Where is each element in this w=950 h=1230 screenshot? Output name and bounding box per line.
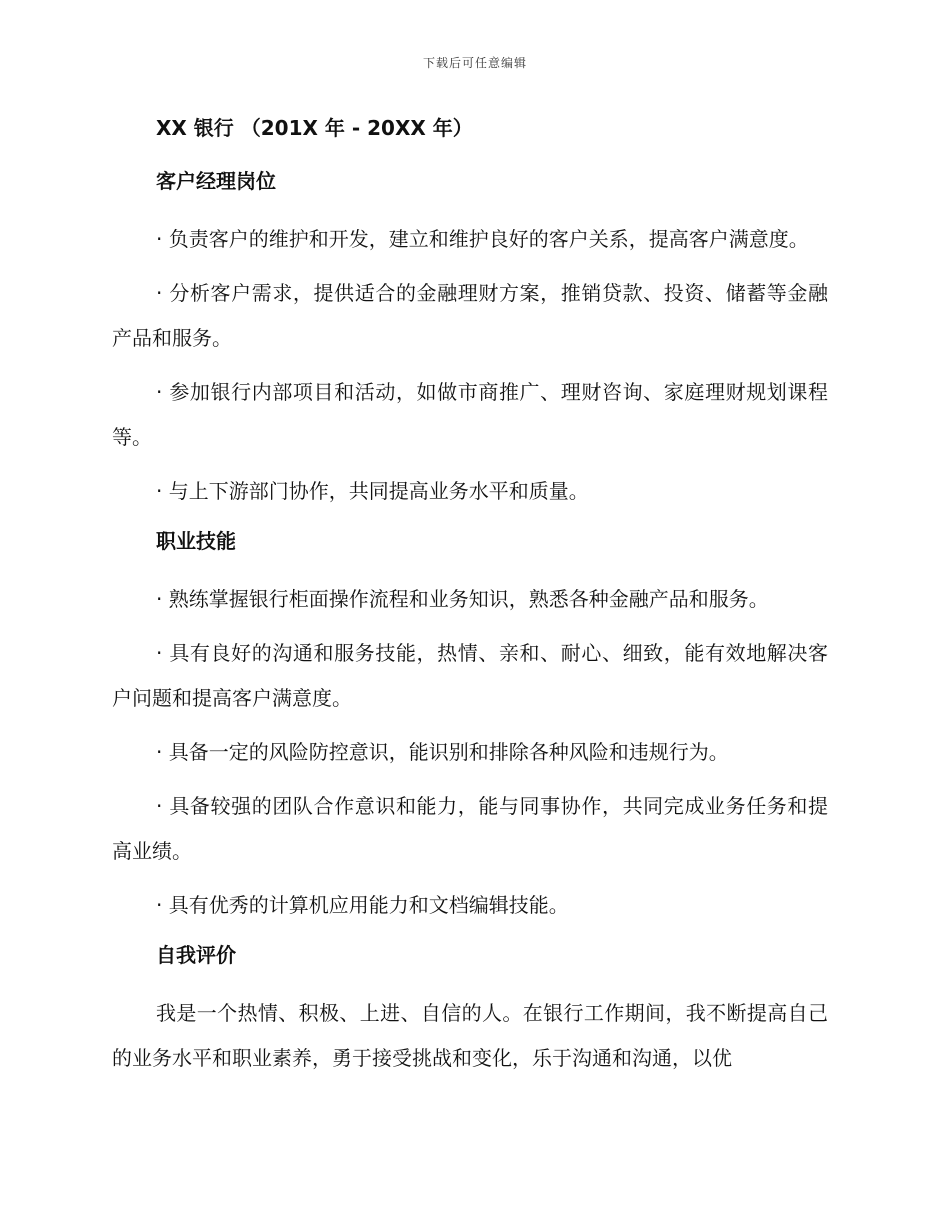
self-evaluation-text: 我是一个热情、积极、上进、自信的人。在银行工作期间，我不断提高自己的业务水平和职业素养，勇于接受挑战和变化，乐于沟通和沟通，以优 bbox=[112, 1001, 828, 1070]
position-duty-item: · 参加银行内部项目和活动，如做市商推广、理财咨询、家庭理财规划课程等。 bbox=[112, 380, 828, 449]
position-duty-item: · 与上下游部门协作，共同提高业务水平和质量。 bbox=[156, 479, 589, 503]
section-heading-skills: 职业技能 bbox=[156, 529, 236, 553]
skill-item: · 具备较强的团队合作意识和能力，能与同事协作，共同完成业务任务和提高业绩。 bbox=[112, 794, 828, 863]
header-note: 下载后可任意编辑 bbox=[422, 56, 527, 70]
position-duty-item: · 分析客户需求，提供适合的金融理财方案，推销贷款、投资、储蓄等金融产品和服务。 bbox=[112, 281, 828, 350]
position-duty-item: · 负责客户的维护和开发，建立和维护良好的客户关系，提高客户满意度。 bbox=[156, 227, 809, 251]
job-title: XX 银行 （201X 年 - 20XX 年） bbox=[156, 116, 473, 140]
skill-item: · 具有优秀的计算机应用能力和文档编辑技能。 bbox=[156, 893, 569, 917]
section-heading-self-evaluation: 自我评价 bbox=[156, 943, 236, 967]
resume-content bbox=[112, 110, 828, 1090]
skill-item: · 具有良好的沟通和服务技能，热情、亲和、耐心、细致，能有效地解决客户问题和提高客户满意度。 bbox=[112, 641, 828, 710]
section-heading-position: 客户经理岗位 bbox=[156, 169, 276, 193]
skill-item: · 熟练掌握银行柜面操作流程和业务知识，熟悉各种金融产品和服务。 bbox=[156, 587, 769, 611]
skill-item: · 具备一定的风险防控意识，能识别和排除各种风险和违规行为。 bbox=[156, 740, 729, 764]
